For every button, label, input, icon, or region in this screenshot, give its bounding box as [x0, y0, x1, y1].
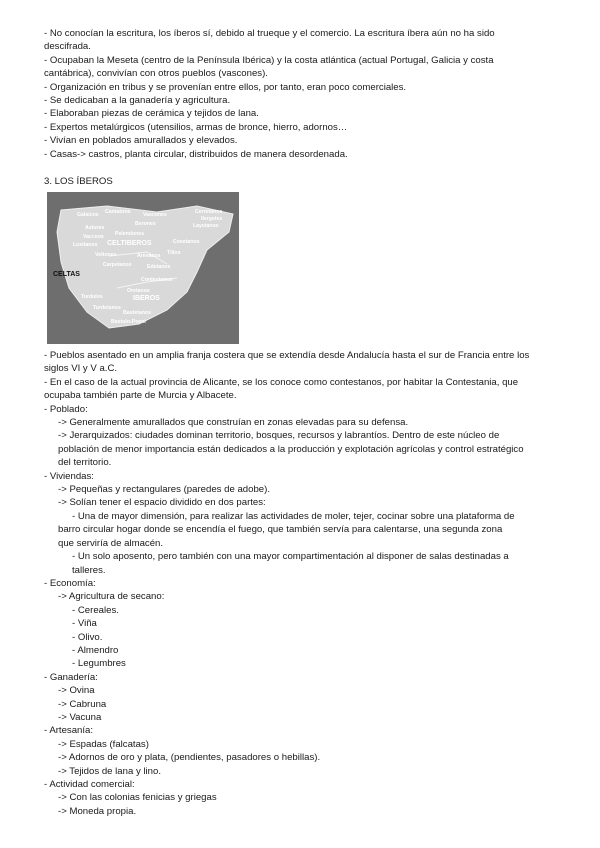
map-label: Arevacos: [137, 253, 161, 259]
content-line: - Artesanía:: [44, 725, 94, 737]
iberian-peoples-map: [47, 192, 239, 344]
intro-line: - Casas-> castros, planta circular, distribuidos de manera desordenada.: [44, 148, 348, 160]
content-line: - Viña: [72, 618, 97, 630]
iberos-content: [44, 349, 564, 818]
content-line: - Un solo aposento, pero también con una mayor compartimentación al disponer de salas destinadas a: [72, 551, 509, 563]
content-line: - Olivo.: [72, 631, 103, 643]
map-label: Turdulos: [81, 294, 103, 300]
intro-line: - Vivían en poblados amurallados y elevados.: [44, 135, 238, 147]
content-line: - Poblado:: [44, 403, 88, 415]
map-label: Vettones: [95, 252, 117, 258]
content-line: - Cereales.: [72, 604, 119, 616]
map-label: Vascones: [143, 212, 167, 218]
map-label: CELTIBEROS: [107, 240, 152, 247]
map-label: Bastulo-Poeni: [111, 319, 146, 325]
intro-line: - Se dedicaban a la ganadería y agricultura.: [44, 95, 231, 107]
map-label: Tilios: [167, 250, 181, 256]
content-line: -> Generalmente amurallados que construían en zonas elevadas para su defensa.: [58, 417, 409, 429]
intro-line: - Ocupaban la Meseta (centro de la Península Ibérica) y la costa atlántica (actual Portugal, Galicia y costa: [44, 54, 494, 66]
intro-line: descifrada.: [44, 41, 91, 53]
content-line: - Legumbres: [72, 658, 126, 670]
map-label: Bastetanos: [123, 310, 151, 316]
content-line: - En el caso de la actual provincia de Alicante, se los conoce como contestanos, por habitar la Contestania, que: [44, 376, 519, 388]
content-line: -> Espadas (falcatas): [58, 738, 149, 750]
intro-line: cantábrica), convivían con otros pueblos (vascones).: [44, 68, 268, 80]
intro-line: - Elaboraban piezas de cerámica y tejidos de lana.: [44, 108, 259, 120]
map-label: Cerretanos: [195, 209, 223, 215]
content-line: - Una de mayor dimensión, para realizar las actividades de moler, tejer, cocinar sobre una plataforma de: [72, 510, 515, 522]
content-line: - Ganadería:: [44, 671, 98, 683]
map-label: IBEROS: [133, 295, 160, 302]
content-line: -> Ovina: [58, 685, 95, 697]
content-line: -> Con las colonias fenicias y griegas: [58, 792, 217, 804]
content-line: - Actividad comercial:: [44, 779, 135, 790]
content-line: - Viviendas:: [44, 470, 94, 482]
content-line: -> Moneda propia.: [58, 805, 137, 817]
intro-line: - Expertos metalúrgicos (utensilios, armas de bronce, hierro, adornos…: [44, 121, 348, 133]
content-line: -> Vacuna: [58, 711, 102, 723]
content-line: del territorio.: [58, 457, 112, 469]
map-label: Turdetanos: [93, 305, 121, 311]
content-line: -> Tejidos de lana y lino.: [58, 765, 162, 777]
content-line: - Pueblos asentado en un amplia franja costera que se extendía desde Andalucía hasta el sur de Francia entre los: [44, 350, 530, 361]
map-label: CELTAS: [53, 271, 80, 278]
map-label: Ilergetes: [201, 216, 223, 222]
content-line: - Economía:: [44, 577, 96, 589]
content-line: -> Adornos de oro y plata, (pendientes, pasadores o hebillas).: [58, 752, 321, 764]
map-label: Galaicos: [77, 212, 99, 218]
content-line: ocupaba también parte de Murcia y Albacete.: [44, 390, 237, 402]
map-label: Layetanos: [193, 223, 219, 229]
content-line: población de menor importancia están dedicados a la producción y explotación agrícolas y control estratégico: [58, 443, 524, 455]
intro-line: - Organización en tribus y se provenían entre ellos, por tanto, eran poco comerciales.: [44, 81, 407, 93]
map-label: Edetanos: [147, 264, 171, 270]
map-label: Cosetanos: [173, 239, 200, 245]
map-label: Carpetanos: [103, 262, 132, 268]
content-line: -> Pequeñas y rectangulares (paredes de adobe).: [58, 484, 270, 496]
content-line: - Almendro: [72, 644, 119, 656]
intro-line: - No conocían la escritura, los íberos sí, debido al trueque y el comercio. La escritura íbera aún no ha sido: [44, 28, 495, 39]
map-label: Cantabros: [105, 209, 131, 215]
intro-list: [44, 27, 564, 161]
content-line: talleres.: [72, 564, 106, 576]
content-line: siglos VI y V a.C.: [44, 363, 118, 375]
content-line: -> Jerarquizados: ciudades dominan territorio, bosques, recursos y labrantíos. Dentro de este núcleo de: [58, 430, 500, 442]
map-label: Contestanos: [141, 277, 173, 283]
map-label: Oretanos: [127, 288, 150, 294]
map-label: Lusitanos: [73, 242, 98, 248]
content-line: -> Cabruna: [58, 698, 107, 710]
section-title: 3. LOS ÍBEROS: [44, 176, 113, 187]
content-line: barro circular hogar donde se encendía el fuego, que también servía para calentarse, una segunda zona: [58, 524, 503, 536]
map-label: Berones: [135, 221, 156, 227]
map-label: Pelendones: [115, 231, 145, 237]
map-label: Vacceos: [83, 234, 104, 240]
content-line: -> Agricultura de secano:: [58, 591, 165, 603]
map-label: Astures: [85, 225, 105, 231]
content-line: que serviría de almacén.: [58, 537, 164, 549]
content-line: -> Solían tener el espacio dividido en dos partes:: [58, 497, 266, 509]
